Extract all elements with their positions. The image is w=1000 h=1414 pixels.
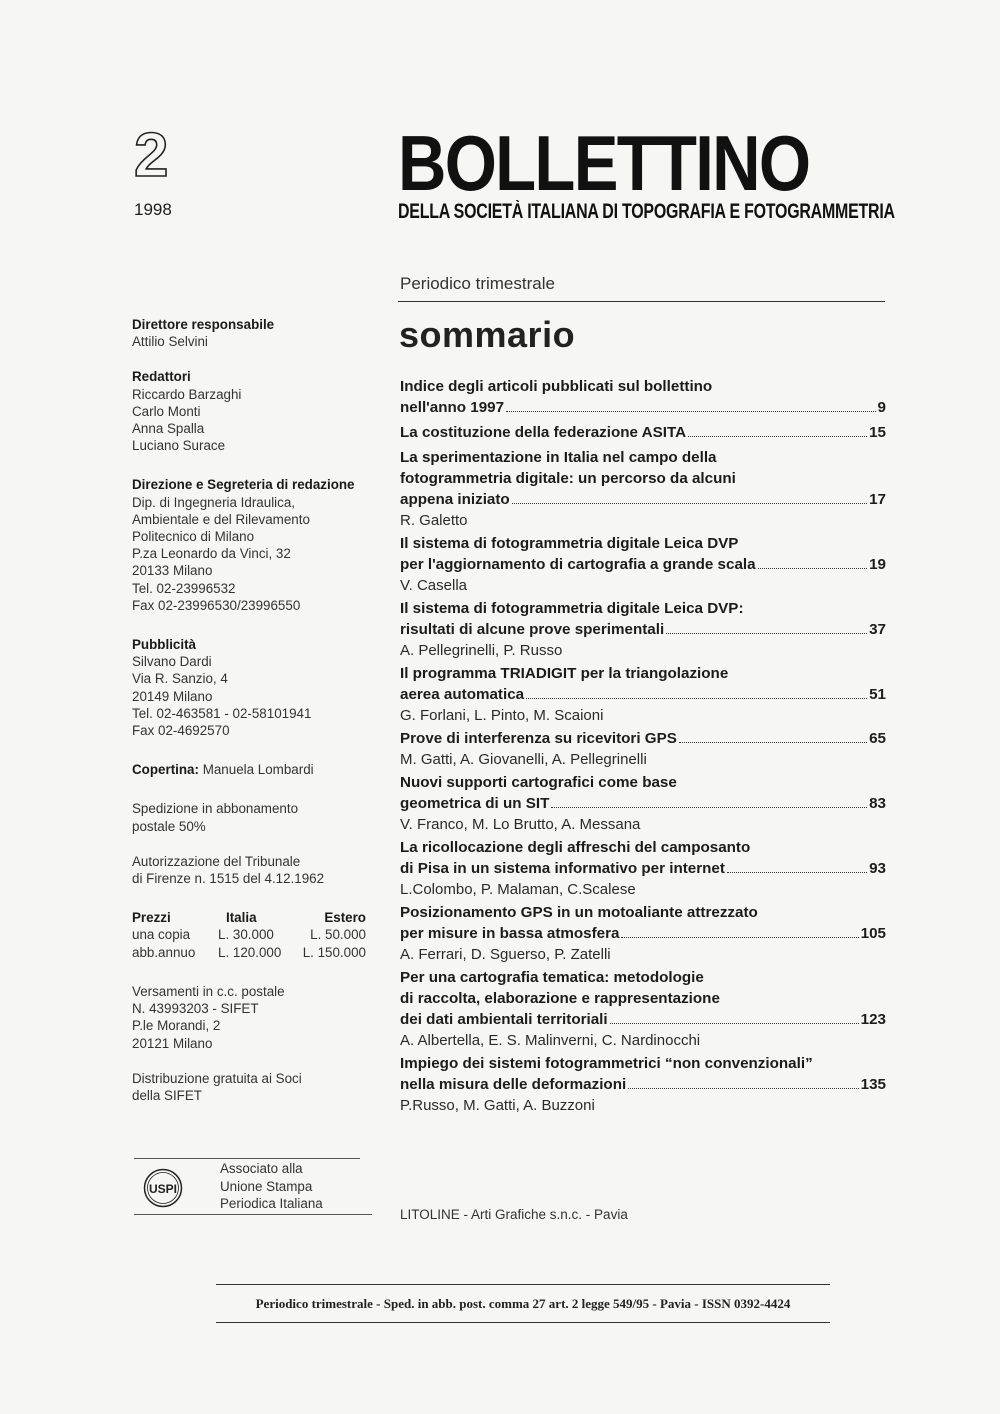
spedizione-block (132, 800, 382, 834)
toc-leader-dots (621, 937, 858, 938)
distribuzione-line: della SIFET (132, 1087, 202, 1103)
toc-title-line: La ricollocazione degli affreschi del camposanto (400, 839, 751, 856)
versamenti-line: Versamenti in c.c. postale (132, 983, 285, 999)
redattore-name: Carlo Monti (132, 403, 201, 419)
toc-leader-dots (666, 633, 867, 634)
toc-page-number: 15 (869, 424, 886, 441)
versamenti-line: N. 43993203 - SIFET (132, 1001, 259, 1017)
toc-title-last-line (400, 554, 886, 575)
price-row-label: una copia (132, 927, 191, 943)
toc-page-number: 51 (869, 686, 886, 703)
footer-divider (216, 1322, 830, 1323)
toc-title-last-line (400, 619, 886, 640)
toc-title-text: nella misura delle deformazioni (400, 1076, 627, 1093)
direzione-line: Tel. 02-23996532 (132, 580, 236, 596)
toc-title-line: Nuovi supporti cartografici come base (400, 774, 677, 791)
toc-page-number: 123 (860, 1011, 886, 1028)
redattori-block (132, 368, 382, 454)
prices-heading: Prezzi (132, 910, 171, 926)
toc-title-last-line (400, 684, 886, 705)
journal-subtitle: DELLA SOCIETÀ ITALIANA DI TOPOGRAFIA E FOTOGRAMMETRIA (398, 200, 895, 223)
direzione-line: Fax 02-23996530/23996550 (132, 597, 301, 613)
toc-leader-dots (727, 872, 867, 873)
prices-estero-heading: Estero (324, 910, 366, 926)
toc-leader-dots (688, 436, 867, 437)
header-divider (398, 301, 885, 302)
versamenti-block (132, 983, 382, 1052)
toc-authors: P.Russo, M. Gatti, A. Buzzoni (400, 1097, 595, 1114)
toc-title-text: per misure in bassa atmosfera (400, 925, 620, 942)
toc-title-last-line (400, 793, 886, 814)
toc-title-text: aerea automatica (400, 686, 525, 703)
prices-table (132, 909, 382, 961)
price-italia: L. 30.000 (218, 927, 274, 943)
toc-title-text: nell'anno 1997 (400, 399, 505, 416)
toc-page-number: 93 (869, 860, 886, 877)
toc-leader-dots (506, 411, 875, 412)
toc-authors: L.Colombo, P. Malaman, C.Scalese (400, 881, 636, 898)
prices-italia-heading: Italia (226, 910, 257, 926)
toc-title-last-line (400, 489, 886, 510)
footer-divider (216, 1284, 830, 1285)
issue-year: 1998 (134, 200, 172, 219)
toc-page-number: 19 (869, 556, 886, 573)
divider (134, 1158, 360, 1159)
direzione-line: Dip. di Ingegneria Idraulica, (132, 494, 296, 510)
toc-authors: V. Franco, M. Lo Brutto, A. Messana (400, 816, 641, 833)
toc-leader-dots (628, 1088, 858, 1089)
toc-entry (400, 728, 886, 770)
copertina-block (132, 761, 382, 778)
toc-leader-dots (758, 568, 868, 569)
distribuzione-line: Distribuzione gratuita ai Soci (132, 1070, 302, 1086)
distribuzione-block (132, 1070, 382, 1104)
toc-entry (400, 837, 886, 900)
toc-title-text: per l'aggiornamento di cartografia a grande scala (400, 556, 756, 573)
toc-title-last-line (400, 923, 886, 944)
toc-entry (400, 422, 886, 447)
redattore-name: Riccardo Barzaghi (132, 386, 242, 402)
toc-title-line: di raccolta, elaborazione e rappresentazione (400, 990, 720, 1007)
issue-number: 2 (134, 121, 169, 190)
pubblicita-line: Fax 02-4692570 (132, 723, 230, 739)
autorizzazione-line: Autorizzazione del Tribunale (132, 853, 301, 869)
toc-entry (400, 772, 886, 835)
price-row-label: abb.annuo (132, 944, 196, 960)
redattori-heading: Redattori (132, 369, 191, 385)
direzione-line: P.za Leonardo da Vinci, 32 (132, 546, 291, 562)
toc-authors: V. Casella (400, 577, 467, 594)
pubblicita-line: Via R. Sanzio, 4 (132, 671, 228, 687)
toc-title-last-line (400, 422, 886, 443)
toc-page-number: 9 (877, 399, 886, 416)
toc-page-number: 65 (869, 730, 886, 747)
divider (134, 1214, 372, 1215)
toc-title-line: Posizionamento GPS in un motoaliante attrezzato (400, 904, 758, 921)
toc-page-number: 135 (860, 1076, 886, 1093)
toc-page-number: 37 (869, 621, 886, 638)
pubblicita-heading: Pubblicità (132, 637, 196, 653)
pubblicita-line: Tel. 02-463581 - 02-58101941 (132, 705, 312, 721)
toc-page-number: 105 (860, 925, 886, 942)
direzione-heading: Direzione e Segreteria di redazione (132, 477, 355, 493)
toc-title-last-line (400, 728, 886, 749)
direttore-block (132, 316, 382, 350)
uspi-association (220, 1160, 323, 1213)
versamenti-line: P.le Morandi, 2 (132, 1018, 221, 1034)
toc-entry (400, 447, 886, 531)
pubblicita-line: Silvano Dardi (132, 654, 212, 670)
printer-credit: LITOLINE - Arti Grafiche s.n.c. - Pavia (400, 1207, 628, 1222)
toc-authors: R. Galetto (400, 512, 468, 529)
price-estero: L. 150.000 (302, 944, 366, 960)
redattore-name: Luciano Surace (132, 438, 226, 454)
toc-title-line: Il sistema di fotogrammetria digitale Leica DVP (400, 535, 739, 552)
copertina-name: Manuela Lombardi (202, 762, 314, 778)
toc-title-text: risultati di alcune prove sperimentali (400, 621, 665, 638)
direzione-line: Ambientale e del Rilevamento (132, 511, 310, 527)
autorizzazione-line: di Firenze n. 1515 del 4.12.1962 (132, 871, 325, 887)
toc-authors: A. Ferrari, D. Sguerso, P. Zatelli (400, 946, 611, 963)
toc-entry (400, 967, 886, 1051)
toc-entry (400, 902, 886, 965)
association-line: Unione Stampa (220, 1178, 313, 1194)
toc-title-line: Il programma TRIADIGIT per la triangolazione (400, 665, 729, 682)
toc-title-last-line (400, 1074, 886, 1095)
toc-leader-dots (679, 742, 867, 743)
imprint-column (132, 316, 382, 1122)
sommario-heading: sommario (399, 314, 576, 355)
toc-authors: A. Albertella, E. S. Malinverni, C. Nardinocchi (400, 1032, 701, 1049)
toc-title-text: di Pisa in un sistema informativo per internet (400, 860, 725, 877)
spedizione-line: postale 50% (132, 818, 206, 834)
toc-title-line: La sperimentazione in Italia nel campo della (400, 449, 717, 466)
redattore-name: Anna Spalla (132, 421, 205, 437)
copertina-label: Copertina: (132, 762, 199, 778)
toc-entry (400, 533, 886, 596)
toc-title-line: Il sistema di fotogrammetria digitale Leica DVP: (400, 600, 744, 617)
toc-leader-dots (512, 503, 867, 504)
direttore-name: Attilio Selvini (132, 334, 208, 350)
direzione-line: 20133 Milano (132, 563, 213, 579)
toc-leader-dots (526, 698, 867, 699)
toc-title-text: geometrica di un SIT (400, 795, 550, 812)
table-of-contents (400, 376, 886, 1118)
pubblicita-block (132, 636, 382, 739)
toc-authors: A. Pellegrinelli, P. Russo (400, 642, 563, 659)
price-italia: L. 120.000 (218, 944, 282, 960)
uspi-logo-text: USPI (148, 1182, 178, 1196)
toc-entry (400, 663, 886, 726)
uspi-logo-icon (143, 1168, 183, 1208)
association-line: Associato alla (220, 1161, 303, 1176)
toc-title-last-line (400, 1009, 886, 1030)
toc-page-number: 17 (869, 491, 886, 508)
toc-title-last-line (400, 858, 886, 879)
toc-title-line: Per una cartografia tematica: metodologie (400, 969, 704, 986)
toc-title-line: fotogrammetria digitale: un percorso da alcuni (400, 470, 736, 487)
spedizione-line: Spedizione in abbonamento (132, 801, 299, 817)
versamenti-line: 20121 Milano (132, 1035, 213, 1051)
toc-title-line: Impiego dei sistemi fotogrammetrici “non convenzionali” (400, 1055, 813, 1072)
periodicity-label: Periodico trimestrale (400, 274, 555, 293)
toc-title-text: La costituzione della federazione ASITA (400, 424, 687, 441)
toc-title-text: appena iniziato (400, 491, 510, 508)
toc-authors: M. Gatti, A. Giovanelli, A. Pellegrinelli (400, 751, 647, 768)
autorizzazione-block (132, 853, 382, 887)
footer-text: Periodico trimestrale - Sped. in abb. post. comma 27 art. 2 legge 549/95 - Pavia - ISSN 0392-4424 (255, 1296, 791, 1311)
toc-title-last-line (400, 397, 886, 418)
toc-title-line: Indice degli articoli pubblicati sul bollettino (400, 378, 713, 395)
price-estero: L. 50.000 (310, 927, 366, 943)
toc-page-number: 83 (869, 795, 886, 812)
journal-title: BOLLETTINO (398, 119, 810, 207)
toc-entry (400, 1053, 886, 1116)
toc-leader-dots (610, 1023, 859, 1024)
direzione-line: Politecnico di Milano (132, 529, 255, 545)
toc-title-text: Prove di interferenza su ricevitori GPS (400, 730, 677, 747)
toc-leader-dots (551, 807, 867, 808)
toc-entry (400, 598, 886, 661)
toc-title-text: dei dati ambientali territoriali (400, 1011, 608, 1028)
toc-entry (400, 376, 886, 422)
pubblicita-line: 20149 Milano (132, 688, 213, 704)
association-line: Periodica Italiana (220, 1196, 323, 1211)
toc-authors: G. Forlani, L. Pinto, M. Scaioni (400, 707, 604, 724)
direzione-block (132, 476, 382, 614)
direttore-heading: Direttore responsabile (132, 317, 275, 332)
